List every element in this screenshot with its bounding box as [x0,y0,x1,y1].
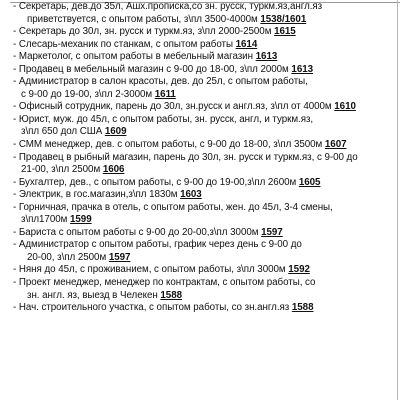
line-text: 20-00, з\пл 2500м [27,251,109,263]
listing-line [13,26,397,39]
listing-number: 1599 [70,214,92,226]
listing-number: 1538/1601 [260,13,307,25]
listing-line [13,139,397,152]
listing-number: 1606 [102,164,125,176]
listing-line [13,202,397,215]
line-text: - Проект менеджер, менеджер по контрактам, с опытом работы, со [13,277,316,289]
listing-line [13,290,397,303]
line-text: - Офисный сотрудник, парень до 30л, зн.русск и англ.яз, з\пл от 4000м [13,101,335,113]
listing-line [13,177,397,190]
listing-number: 1615 [274,26,296,38]
listing-line [13,214,397,227]
listing-number: 1613 [255,51,278,63]
listing-number: 1613 [291,63,314,75]
listing-line [13,89,397,102]
line-text: - СММ менеджер, дев. с опытом работы, с 9-00 до 18-00, з\пл 3500м [13,139,325,151]
listing-number: 1603 [180,189,202,201]
listing-line [13,51,397,64]
listing-line [13,164,397,177]
line-text: 21-00, з\пл 2500м [21,164,103,176]
job-listing [13,1,397,315]
line-text: - Няня до 45л, с проживанием, с опытом работы, з\пл 3000м [13,264,289,276]
line-text: - Секретарь до 30л, зн. русск и туркм.яз, з\пл 2000-2500м [13,26,275,38]
listing-line [13,252,397,265]
line-text: с 9-00 до 19-00, з\пл 2-3000м [21,88,155,100]
listing-line [13,114,397,127]
listing-line [13,76,397,89]
listing-number: 1605 [298,176,321,188]
listing-line [13,277,397,290]
line-text: з\пл1700м [21,214,70,226]
line-text: - Нач. строительного участка, с опытом работы, со зн.англ.яз [13,302,292,314]
listing-number: 1609 [104,126,127,138]
listing-number: 1614 [235,38,258,50]
listing-number: 1607 [324,139,347,151]
listing-line [13,239,397,252]
listing-number: 1597 [108,251,131,263]
listing-line [13,302,397,315]
listing-number: 1597 [261,226,283,238]
listing-line [13,1,397,14]
line-text: - Продавец в рыбный магазин, парень до 30л, зн. русск и туркм.яз, с 9-00 до [13,151,358,163]
line-text: - Слесарь-механик по станкам, с опытом работы [13,38,236,50]
listing-line [13,14,397,27]
listing-line [13,152,397,165]
line-text: - Бариста с опытом работы с 9-00 до 20-00,з\пл 3000м [13,226,262,238]
line-text: - Администратор в салон красоты, дев. до 25л, с опытом работы, [13,76,308,88]
listing-line [13,126,397,139]
line-text: з\пл 650 дол США [21,126,105,138]
line-text: - Горничная, прачка в отель, с опытом работы, жен. до 45л, 3-4 смены, [13,201,333,213]
listing-number: 1592 [288,264,310,276]
line-text: - Продавец в мебельный магазин с 9-00 до 18-00, з\пл 2000м [13,63,292,75]
line-text: - Секретарь, дев.до 35л, Ашх.прописка,со зн. русск, туркм.яз,англ.яз [13,1,323,12]
line-text: - Электрик, в гос.магазин,з\пл 1830м [13,189,181,201]
listing-line [13,227,397,240]
listing-line [13,64,397,77]
listing-number: 1588 [160,289,182,301]
line-text: приветствуется, с опытом работы, з\пл 3500-4000м [27,13,261,25]
listing-line [13,264,397,277]
line-text: - Бухгалтер, дев., с опытом работы, с 9-00 до 19-00,з\пл 2600м [13,176,299,188]
line-text: - Администратор с опытом работы, график через день с 9-00 до [13,239,302,251]
listing-line [13,189,397,202]
listing-number: 1588 [291,302,314,314]
line-text: - Юрист, муж. до 45л, с опытом работы, зн. русск, англ, и туркм.яз, [13,113,314,125]
listing-number: 1611 [154,88,176,100]
line-text: - Маркетолог, с опытом работы в мебельный магазин [13,51,256,63]
listing-line [13,101,397,114]
right-border [397,0,398,400]
line-text: зн. англ. яз, выезд в Челекен [27,289,161,301]
listing-line [13,39,397,52]
listing-number: 1610 [334,101,356,113]
